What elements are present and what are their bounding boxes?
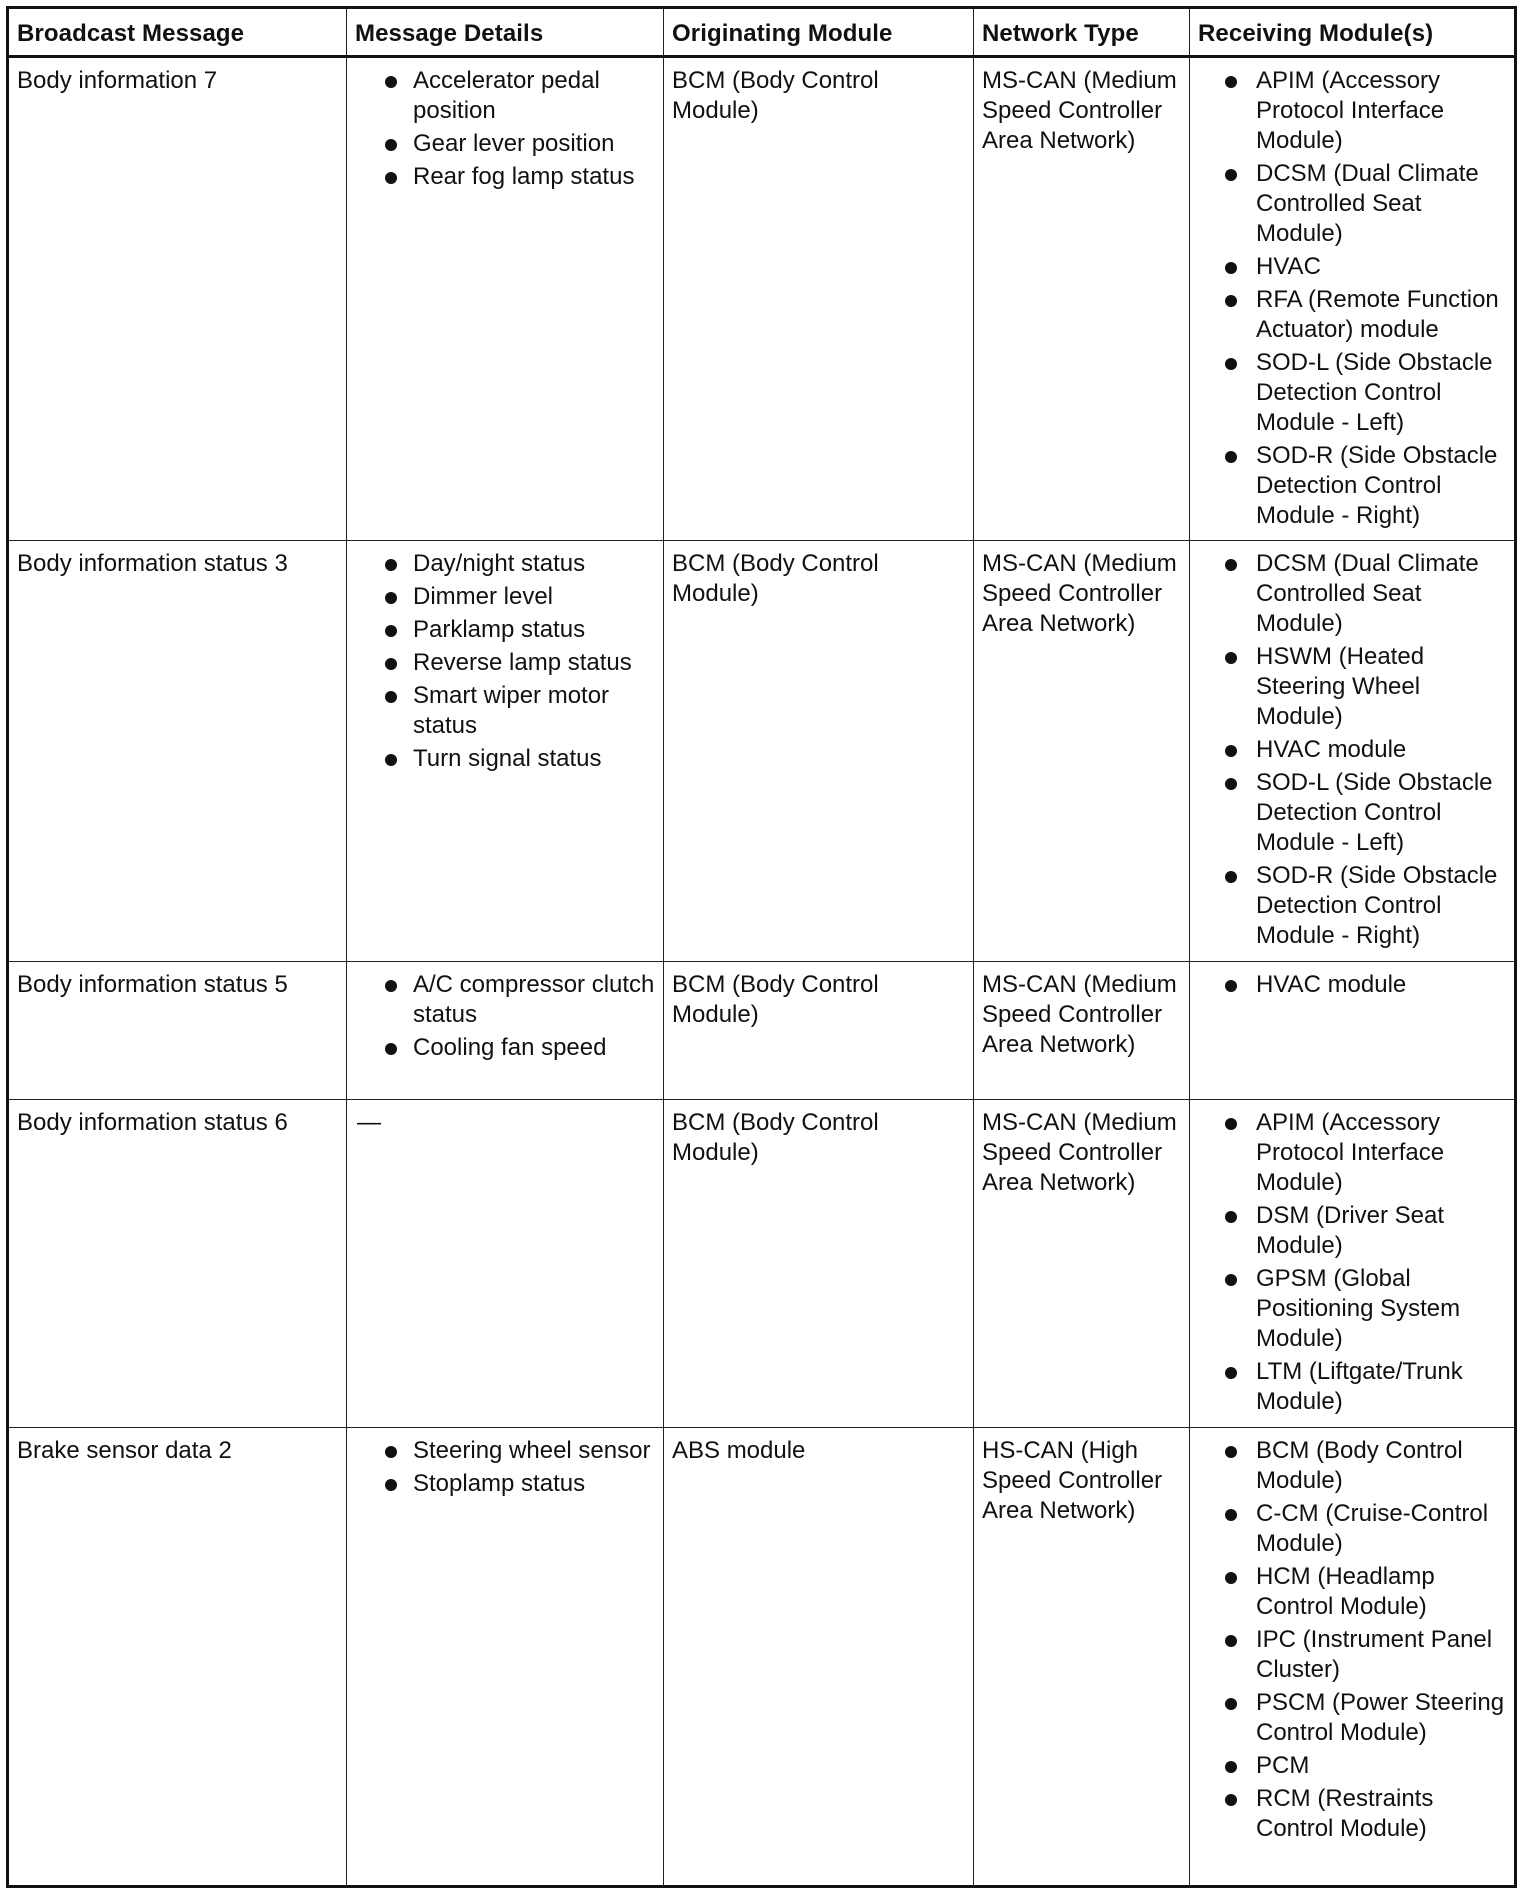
message-detail-item: Turn signal status bbox=[355, 744, 655, 774]
receiving-modules-cell bbox=[1190, 57, 1516, 541]
empty-dash: — bbox=[357, 1109, 381, 1136]
receiving-modules-cell bbox=[1190, 541, 1516, 962]
header-originating-module: Originating Module bbox=[664, 8, 974, 57]
receiving-module-item: HCM (Headlamp Control Module) bbox=[1198, 1562, 1506, 1622]
header-receiving-modules: Receiving Module(s) bbox=[1190, 8, 1516, 57]
receiving-modules-cell bbox=[1190, 962, 1516, 1100]
message-detail-item: Gear lever position bbox=[355, 129, 655, 159]
table-row bbox=[8, 962, 1516, 1100]
message-detail-item: A/C compressor clutch status bbox=[355, 970, 655, 1030]
message-detail-item-list bbox=[355, 66, 655, 192]
receiving-module-item: SOD-L (Side Obstacle Detection Control Module - Left) bbox=[1198, 348, 1506, 438]
message-detail-item: Steering wheel sensor bbox=[355, 1436, 655, 1466]
message-detail-item: Reverse lamp status bbox=[355, 648, 655, 678]
receiving-module-item-list bbox=[1198, 970, 1506, 1000]
receiving-module-item-list bbox=[1198, 1436, 1506, 1844]
receiving-module-item: HVAC module bbox=[1198, 735, 1506, 765]
originating-module-cell: BCM (Body Control Module) bbox=[664, 57, 974, 541]
originating-module-cell: BCM (Body Control Module) bbox=[664, 962, 974, 1100]
receiving-module-item: SOD-L (Side Obstacle Detection Control Module - Left) bbox=[1198, 768, 1506, 858]
receiving-module-item: DSM (Driver Seat Module) bbox=[1198, 1201, 1506, 1261]
receiving-module-item: APIM (Accessory Protocol Interface Module) bbox=[1198, 1108, 1506, 1198]
message-detail-item: Parklamp status bbox=[355, 615, 655, 645]
message-detail-item: Rear fog lamp status bbox=[355, 162, 655, 192]
table-row bbox=[8, 1100, 1516, 1428]
message-detail-item: Smart wiper motor status bbox=[355, 681, 655, 741]
receiving-module-item: HVAC bbox=[1198, 252, 1506, 282]
receiving-module-item: PSCM (Power Steering Control Module) bbox=[1198, 1688, 1506, 1748]
header-message-details: Message Details bbox=[347, 8, 664, 57]
message-detail-item-list bbox=[355, 549, 655, 774]
message-details-cell bbox=[347, 1100, 664, 1428]
header-row bbox=[8, 8, 1516, 57]
originating-module-cell: BCM (Body Control Module) bbox=[664, 541, 974, 962]
table-body bbox=[8, 57, 1516, 1887]
receiving-module-item: APIM (Accessory Protocol Interface Module) bbox=[1198, 66, 1506, 156]
message-detail-item-list bbox=[355, 1436, 655, 1499]
receiving-modules-cell bbox=[1190, 1428, 1516, 1887]
originating-module-cell: BCM (Body Control Module) bbox=[664, 1100, 974, 1428]
message-detail-item: Accelerator pedal position bbox=[355, 66, 655, 126]
receiving-module-item: IPC (Instrument Panel Cluster) bbox=[1198, 1625, 1506, 1685]
network-type-cell: MS-CAN (Medium Speed Controller Area Network) bbox=[974, 57, 1190, 541]
broadcast-message-cell: Body information status 3 bbox=[8, 541, 347, 962]
broadcast-message-table bbox=[6, 6, 1517, 1888]
receiving-module-item: LTM (Liftgate/Trunk Module) bbox=[1198, 1357, 1506, 1417]
broadcast-message-cell: Body information 7 bbox=[8, 57, 347, 541]
receiving-module-item: SOD-R (Side Obstacle Detection Control Module - Right) bbox=[1198, 441, 1506, 531]
broadcast-message-cell: Brake sensor data 2 bbox=[8, 1428, 347, 1887]
receiving-module-item: HSWM (Heated Steering Wheel Module) bbox=[1198, 642, 1506, 732]
header-broadcast-message: Broadcast Message bbox=[8, 8, 347, 57]
broadcast-message-cell: Body information status 6 bbox=[8, 1100, 347, 1428]
message-detail-item: Cooling fan speed bbox=[355, 1033, 655, 1063]
message-detail-item: Dimmer level bbox=[355, 582, 655, 612]
network-type-cell: MS-CAN (Medium Speed Controller Area Network) bbox=[974, 1100, 1190, 1428]
receiving-module-item: RCM (Restraints Control Module) bbox=[1198, 1784, 1506, 1844]
network-type-cell: MS-CAN (Medium Speed Controller Area Network) bbox=[974, 962, 1190, 1100]
header-network-type: Network Type bbox=[974, 8, 1190, 57]
receiving-module-item: PCM bbox=[1198, 1751, 1506, 1781]
network-type-cell: HS-CAN (High Speed Controller Area Network) bbox=[974, 1428, 1190, 1887]
message-detail-item-list bbox=[355, 970, 655, 1063]
originating-module-cell: ABS module bbox=[664, 1428, 974, 1887]
receiving-module-item-list bbox=[1198, 549, 1506, 951]
receiving-module-item-list bbox=[1198, 1108, 1506, 1417]
receiving-module-item: GPSM (Global Positioning System Module) bbox=[1198, 1264, 1506, 1354]
receiving-modules-cell bbox=[1190, 1100, 1516, 1428]
receiving-module-item: SOD-R (Side Obstacle Detection Control Module - Right) bbox=[1198, 861, 1506, 951]
receiving-module-item: BCM (Body Control Module) bbox=[1198, 1436, 1506, 1496]
message-detail-item: Day/night status bbox=[355, 549, 655, 579]
network-type-cell: MS-CAN (Medium Speed Controller Area Network) bbox=[974, 541, 1190, 962]
message-detail-item: Stoplamp status bbox=[355, 1469, 655, 1499]
table-row bbox=[8, 1428, 1516, 1887]
table-row bbox=[8, 541, 1516, 962]
message-details-cell bbox=[347, 962, 664, 1100]
message-details-cell bbox=[347, 541, 664, 962]
receiving-module-item: RFA (Remote Function Actuator) module bbox=[1198, 285, 1506, 345]
message-details-cell bbox=[347, 57, 664, 541]
message-details-cell bbox=[347, 1428, 664, 1887]
receiving-module-item: DCSM (Dual Climate Controlled Seat Module) bbox=[1198, 549, 1506, 639]
receiving-module-item: C-CM (Cruise-Control Module) bbox=[1198, 1499, 1506, 1559]
table-row bbox=[8, 57, 1516, 541]
broadcast-message-cell: Body information status 5 bbox=[8, 962, 347, 1100]
receiving-module-item-list bbox=[1198, 66, 1506, 531]
receiving-module-item: DCSM (Dual Climate Controlled Seat Module) bbox=[1198, 159, 1506, 249]
receiving-module-item: HVAC module bbox=[1198, 970, 1506, 1000]
